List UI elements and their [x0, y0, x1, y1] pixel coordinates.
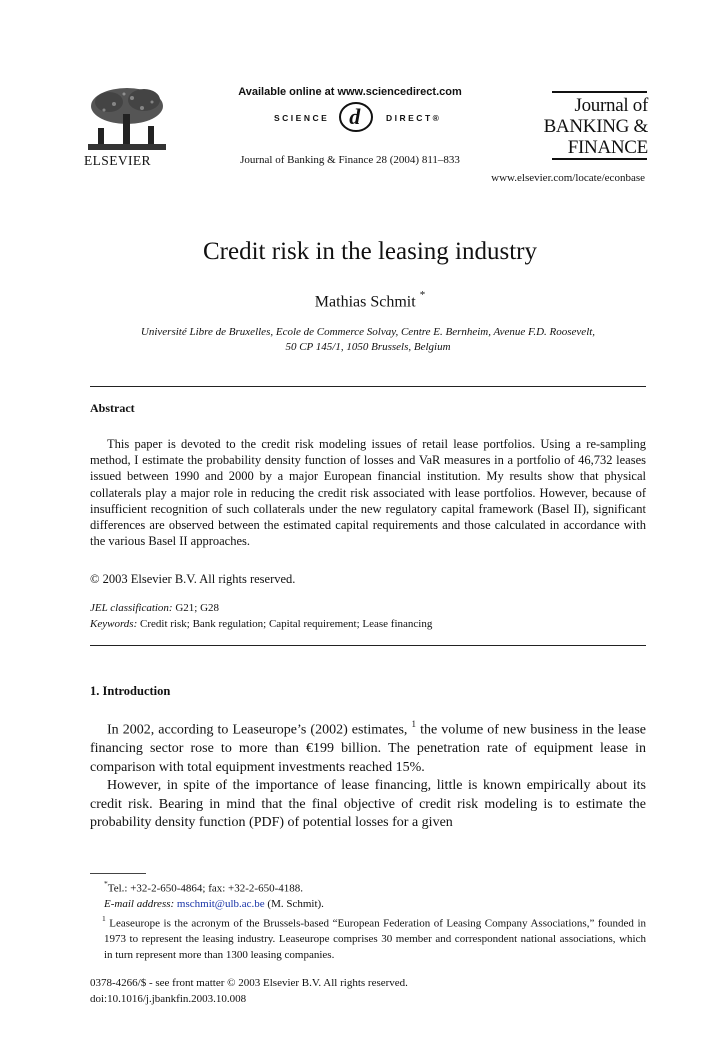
- journal-logo-bottom-rule: [552, 158, 647, 160]
- jel-classification: [90, 602, 219, 614]
- introduction-body: [90, 716, 646, 833]
- sciencedirect-logo: [262, 104, 482, 132]
- abstract-text: This paper is devoted to the credit risk modeling issues of retail lease portfolios. Using a re-sampling method, I estimate the probability density function of losses and VaR measures in a portfolio of 46,732 leases issued between 1990 and 2000 by a major European financial institution. My results show that physical collaterals play a major role in reducing the credit risk associated with lease portfolios. However, because of insufficient recognition of such collaterals under the new regulatory capital framework (Basel II), significant differences are observed between the estimated capital requirements and those calculated in accordance with the various Basel II approaches.: [90, 437, 646, 549]
- jel-value: G21; G28: [175, 602, 220, 614]
- journal-logo-top-rule: [552, 91, 647, 93]
- footnote-rule: [90, 873, 146, 874]
- abstract-heading: Abstract: [90, 401, 135, 415]
- affiliation-line2: 50 CP 145/1, 1050 Brussels, Belgium: [285, 341, 451, 353]
- abstract-top-rule: [90, 386, 646, 387]
- author-footnote-mark: *: [419, 289, 426, 301]
- affiliation: [90, 325, 646, 355]
- author-line: [0, 291, 728, 311]
- sd-symbol: d: [349, 104, 363, 129]
- keywords-label: Keywords:: [90, 618, 138, 630]
- footnote-ref-1: 1: [411, 719, 416, 729]
- sciencedirect-at-symbol: [338, 101, 374, 133]
- abstract-body: [90, 436, 646, 549]
- email-link[interactable]: mschmit@ulb.ac.be: [176, 897, 265, 910]
- abstract-copyright: © 2003 Elsevier B.V. All rights reserved.: [90, 572, 296, 586]
- publisher-name: ELSEVIER: [84, 153, 151, 168]
- footnote-star: *Tel.: +32-2-650-4864; fax: +32-2-650-4188.: [104, 879, 303, 895]
- footnotes: [90, 877, 646, 963]
- footnote-email: E-mail address: mschmit@ulb.ac.be (M. Schmit).: [104, 897, 324, 910]
- sciencedirect-right: DIRECT®: [386, 113, 442, 123]
- journal-logo-line2: BANKING &: [543, 116, 648, 137]
- intro-paragraph-2: However, in spite of the importance of lease financing, little is known empirically about its credit risk. Bearing in mind that the final objective of credit risk modeling is to estimate the probability density function (PDF) of potential losses for a given: [90, 778, 646, 831]
- journal-citation: Journal of Banking & Finance 28 (2004) 811–833: [240, 154, 460, 166]
- article-title: Credit risk in the leasing industry: [203, 238, 537, 265]
- journal-website: www.elsevier.com/locate/econbase: [491, 172, 645, 184]
- journal-logo-line1: Journal of: [574, 95, 648, 116]
- keywords-value: Credit risk; Bank regulation; Capital requirement; Lease financing: [140, 618, 433, 630]
- journal-logo-line3: FINANCE: [567, 137, 648, 158]
- footnote-1: $^1$ Leaseurope is the acronym of the Brussels-based “European Federation of Leasing Company Associations,” founded in 1973 to represent the leasing industry. Leaseurope comprises 30 member and correspondent national associations, which in turn represent more than 1300 leasing companies.: [102, 914, 647, 961]
- affiliation-line1: Université Libre de Bruxelles, Ecole de Commerce Solvay, Centre E. Bernheim, Avenue F.D. Roosevelt,: [140, 326, 596, 338]
- jel-label: JEL classification:: [90, 602, 173, 614]
- abstract-bottom-rule: [90, 645, 646, 646]
- available-online-text: Available online at www.sciencedirect.com: [238, 86, 462, 98]
- front-matter-line: 0378-4266/$ - see front matter © 2003 Elsevier B.V. All rights reserved.: [90, 977, 408, 989]
- doi-line: doi:10.1016/j.jbankfin.2003.10.008: [90, 993, 247, 1005]
- section-heading-introduction: 1. Introduction: [90, 684, 171, 698]
- keywords: [90, 618, 432, 630]
- author-name: Mathias Schmit: [314, 293, 416, 311]
- sciencedirect-left: SCIENCE: [274, 113, 330, 123]
- intro-paragraph-1: In 2002, according to Leaseurope’s (2002) estimates, $^1$ the volume of new business in the lease financing sector rose to more than €199 billion. The penetration rate of equipment lease in comparison with total equipment investments reached 15%.: [90, 719, 647, 775]
